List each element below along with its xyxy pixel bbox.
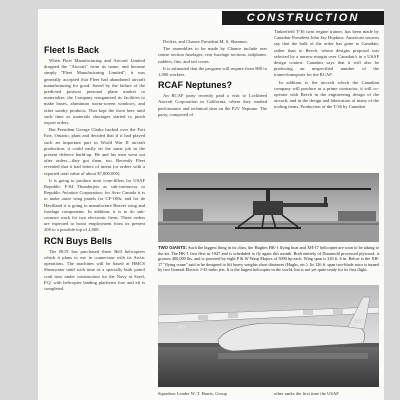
magazine-page [38,9,384,400]
fleet-paragraph: It is going to produce nose cone-fillers for USAF Republic F-84 Thunderjets as sub-contractor to Republic Aviation Corporation; for Avro Canada it is to make outer wing panels for CF-100s; and for de Havilland it is going to manufacture Beaver wing and fuselage components. In addition, it is to do sub-contract work for two electronic firms. These orders are expected to boost employment from its present 200 to a possible top of 2,000. [44,177,145,233]
middle-paragraph: It is estimated that the program will require from 800 to 1,000 workers. [158,65,267,78]
middle-paragraph: Decker, and Chance President M. S. Shannon. [163,39,248,44]
right-paragraph: In addition to the aircraft which the Canadian company will produce as a prime contractor, it will co-operate with Beech in the engineering design of the aircraft, and in the design and fabrication of many of the tooling items. Production of the T-36 by Canadair [274,79,379,110]
left-column [44,45,145,400]
right-paragraph: Tinkerfield T-36 twin engine trainer, has been made by Canadair President John Jay Hopkins. American sources say that the bulk of the order has gone to Canadair, rather than to Beech, whose designs proposal was selected by a narrow margin over Canadair's in a USAF design contest. Canadair says that it will also be producing an unspecified number of the trainer/transports for the RCAF. [274,29,379,78]
caption-text: Such the biggest thing in its class, the Hughes HK-1 flying boat and XH-17 helicopter are soon to be taking to the air. The HK-1 first flew in 1947 and is scheduled to fly again this month. Both entirely of Duramold processed plywood, it grosses 400,000 lbs. and is powered by eight P & W Wasp Majors of 3000 hp each. Wing span is 320 ft. 6 in. Below is the XH-17 "flying crane" said to be designed to lift heavy weights short distances (Hughs, etc.). Its 126 ft. span two-blade rotor is turned by two General Electric J-35 turbo jets. It is the largest helicopter in the world, but is not yet quite ready for its first flight. [158,245,379,273]
fleet-paragraph: When Fleet Manufacturing and Aircraft Limited dropped the "Aircraft" from its name, and became simply "Fleet Manufacturing Limited", it was generally accepted that Fleet had abandoned aircraft manufacturing for good. Saved by the failure of the predicted postwar personal plane market to materialize, the Company reorganized its facilities to make buses, aluminum storm-screen windows, and other sundry products. That kept the front here until such time as materials shortages started to pinch export orders. [44,58,145,126]
flying-boat-photo [158,285,379,387]
neptunes-heading: RCAF Neptunes? [158,80,232,91]
helicopter-photo [158,173,379,242]
caption-lead: TWO GIANTS: [158,245,187,250]
middle-paragraph: The assemblies to be made by Chance include rear centre section fuselages, rear fuselage sections, tailplanes, rudders, fins, and tail cones. [158,46,267,64]
right-column [274,29,379,171]
photo-caption [158,245,379,281]
rcn-heading: RCN Buys Bells [44,235,113,246]
bottom-left-text: Squadron Leader W. T. Harris, Group [158,391,227,396]
helicopter-image [158,173,379,242]
fleet-paragraph: But President George Clarke backed over the Fort Erie, Ontario, plant and decided that if it had played such an important part in World War II aircraft production, it could easily do the same job in the present defence build-up. He and his men went out after orders—they got them, too. Recently Fleet revealed that it had letters of intent (or orders with a reported total value of about $7,000,000). [44,127,145,176]
neptunes-paragraph: An RCAF party recently paid a visit to Lockheed Aircraft Corporation in California, where they studied performance and technical data on the P2V Neptune. The party, composed of [158,93,267,117]
middle-column [158,39,267,171]
bottom-right-text: other ranks the first time the USAF [274,391,339,396]
rcn-paragraph: The RCN has purchased three Bell helicopters which it plans to use in connection with its Arctic operations. The machines will be based at HMCS Shearwater until such time as a specially built patrol craft now under construction for the Navy at Sorel, P.Q. with helicopter landing platforms fore and aft is completed. [44,248,145,291]
section-banner: CONSTRUCTION [222,11,384,25]
flying-boat-image [158,285,379,387]
fleet-heading: Fleet Is Back [44,45,100,55]
